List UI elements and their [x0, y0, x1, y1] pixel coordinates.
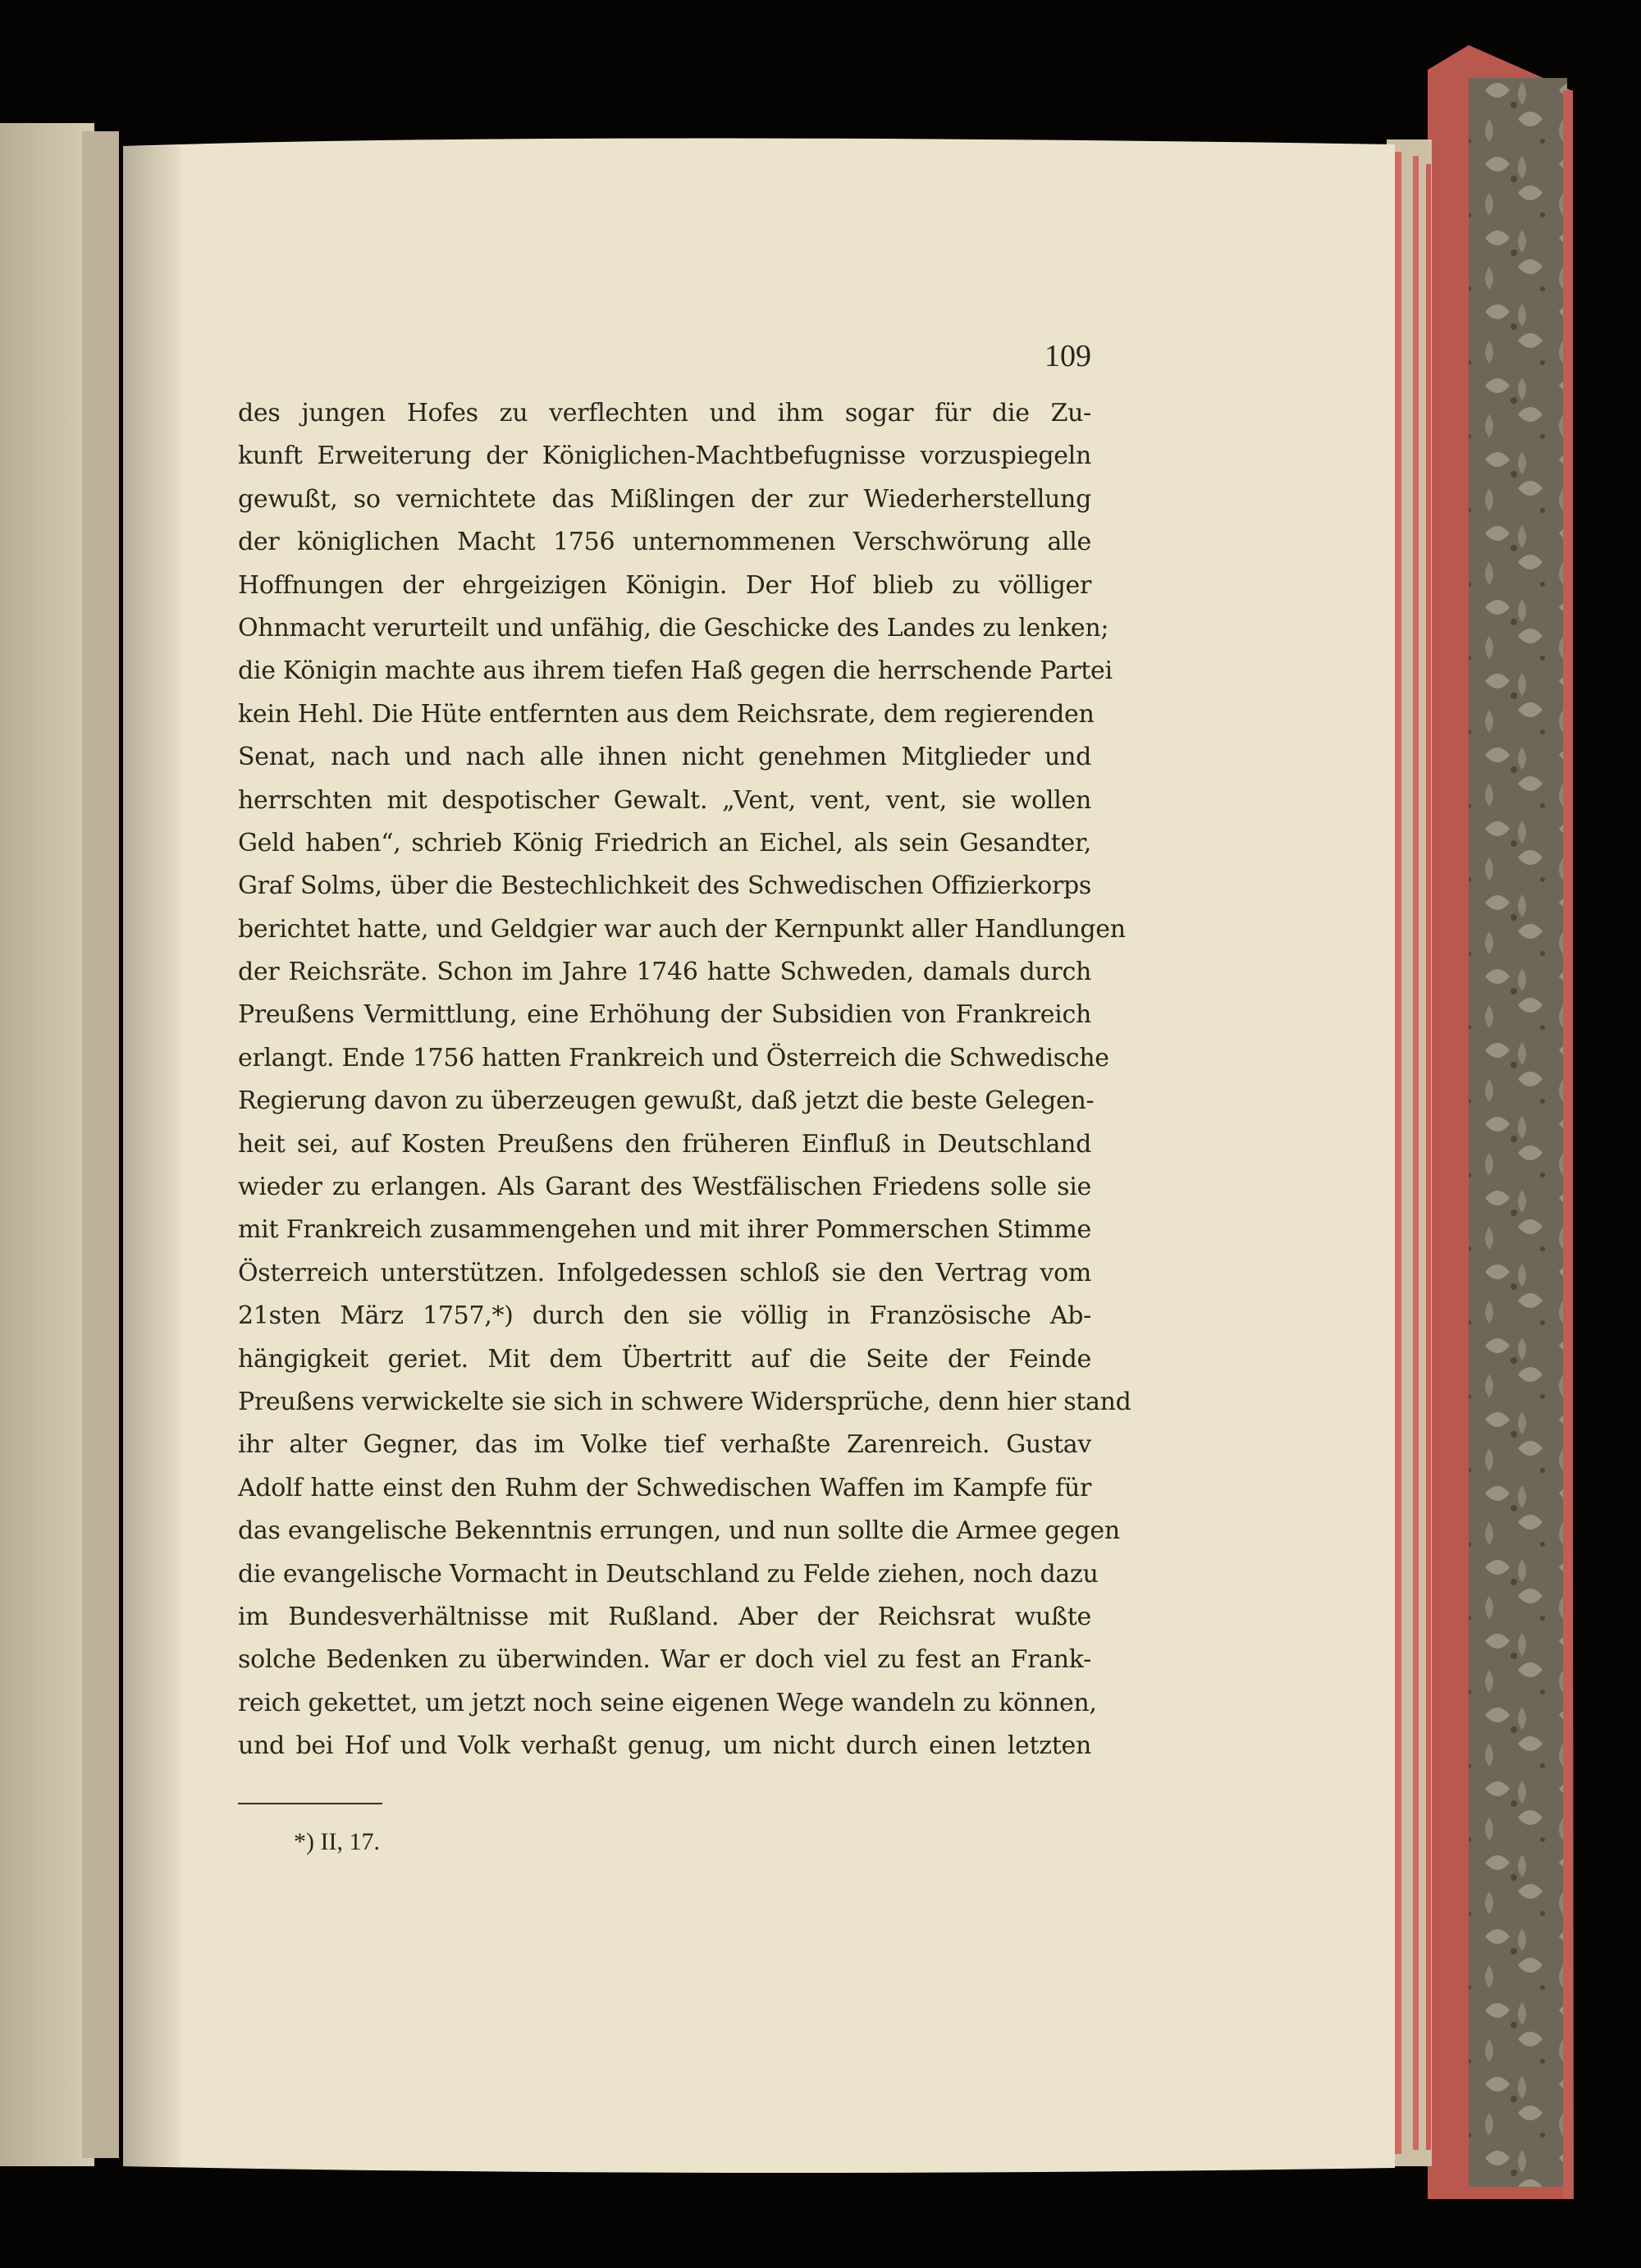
- text-line: im Bundesverhältnisse mit Rußland. Aber der Reichsrat wußte: [238, 1602, 1091, 1631]
- text-line: Österreich unterstützen. Infolgedessen schloß sie den Vertrag vom: [238, 1258, 1091, 1287]
- text-line: heit sei, auf Kosten Preußens den früheren Einfluß in Deutschland: [238, 1129, 1091, 1159]
- text-line: 21sten März 1757,*) durch den sie völlig in Französische Ab-: [238, 1301, 1091, 1331]
- text-line: Preußens Vermittlung, eine Erhöhung der Subsidien von Frankreich: [238, 1000, 1091, 1030]
- page-number: 109: [1044, 339, 1091, 373]
- text-line: kunft Erweiterung der Königlichen-Machtbefugnisse vorzuspiegeln: [238, 441, 1091, 471]
- text-line: Adolf hatte einst den Ruhm der Schwedischen Waffen im Kampfe für: [238, 1473, 1091, 1502]
- book-cover: [1428, 45, 1574, 2199]
- text-line: erlangt. Ende 1756 hatten Frankreich und Österreich die Schwedische: [238, 1043, 1109, 1072]
- text-line: berichtet hatte, und Geldgier war auch der Kernpunkt aller Handlungen: [238, 914, 1126, 944]
- text-line: die Königin machte aus ihrem tiefen Haß gegen die herrschende Partei: [238, 656, 1113, 686]
- footnote-divider: [238, 1803, 382, 1804]
- text-line: mit Frankreich zusammengehen und mit ihrer Pommerschen Stimme: [238, 1215, 1091, 1245]
- text-line: Senat, nach und nach alle ihnen nicht genehmen Mitglieder und: [238, 743, 1091, 772]
- text-line: Ohnmacht verurteilt und unfähig, die Geschicke des Landes zu lenken;: [238, 613, 1109, 642]
- text-line: hängigkeit geriet. Mit dem Übertritt auf die Seite der Feinde: [238, 1344, 1091, 1374]
- text-line: der Reichsräte. Schon im Jahre 1746 hatte Schweden, damals durch: [238, 958, 1091, 987]
- text-line: kein Hehl. Die Hüte entfernten aus dem Reichsrate, dem regierenden: [238, 699, 1095, 729]
- body-text: [238, 392, 1131, 1768]
- text-line: reich gekettet, um jetzt noch seine eigenen Wege wandeln zu können,: [238, 1688, 1097, 1717]
- text-line: Geld haben“, schrieb König Friedrich an Eichel, als sein Gesandter,: [238, 828, 1091, 857]
- text-line: solche Bedenken zu überwinden. War er doch viel zu fest an Frank-: [238, 1645, 1091, 1675]
- text-line: gewußt, so vernichtete das Mißlingen der zur Wiederherstellung: [238, 484, 1091, 514]
- text-line: ihr alter Gegner, das im Volke tief verhaßte Zarenreich. Gustav: [238, 1430, 1091, 1460]
- left-page: [0, 123, 119, 2166]
- text-line: das evangelische Bekenntnis errungen, und nun sollte die Armee gegen: [238, 1516, 1120, 1546]
- text-line: des jungen Hofes zu verflechten und ihm sogar für die Zu-: [238, 399, 1091, 428]
- text-line: Preußens verwickelte sie sich in schwere Widersprüche, denn hier stand: [238, 1387, 1131, 1416]
- text-line: Hoffnungen der ehrgeizigen Königin. Der Hof blieb zu völliger: [238, 570, 1091, 600]
- text-line: Regierung davon zu überzeugen gewußt, daß jetzt die beste Gelegen-: [238, 1086, 1095, 1116]
- text-line: Graf Solms, über die Bestechlichkeit des Schwedischen Offizierkorps: [238, 871, 1091, 901]
- text-line: wieder zu erlangen. Als Garant des Westfälischen Friedens solle sie: [238, 1173, 1091, 1202]
- footnote: *) II, 17.: [294, 1828, 380, 1855]
- text-line: der königlichen Macht 1756 unternommenen Verschwörung alle: [238, 528, 1091, 557]
- text-line: die evangelische Vormacht in Deutschland zu Felde ziehen, noch dazu: [238, 1559, 1099, 1589]
- text-line: und bei Hof und Volk verhaßt genug, um nicht durch einen letzten: [238, 1731, 1091, 1761]
- text-line: herrschten mit despotischer Gewalt. „Vent, vent, vent, sie wollen: [238, 785, 1091, 815]
